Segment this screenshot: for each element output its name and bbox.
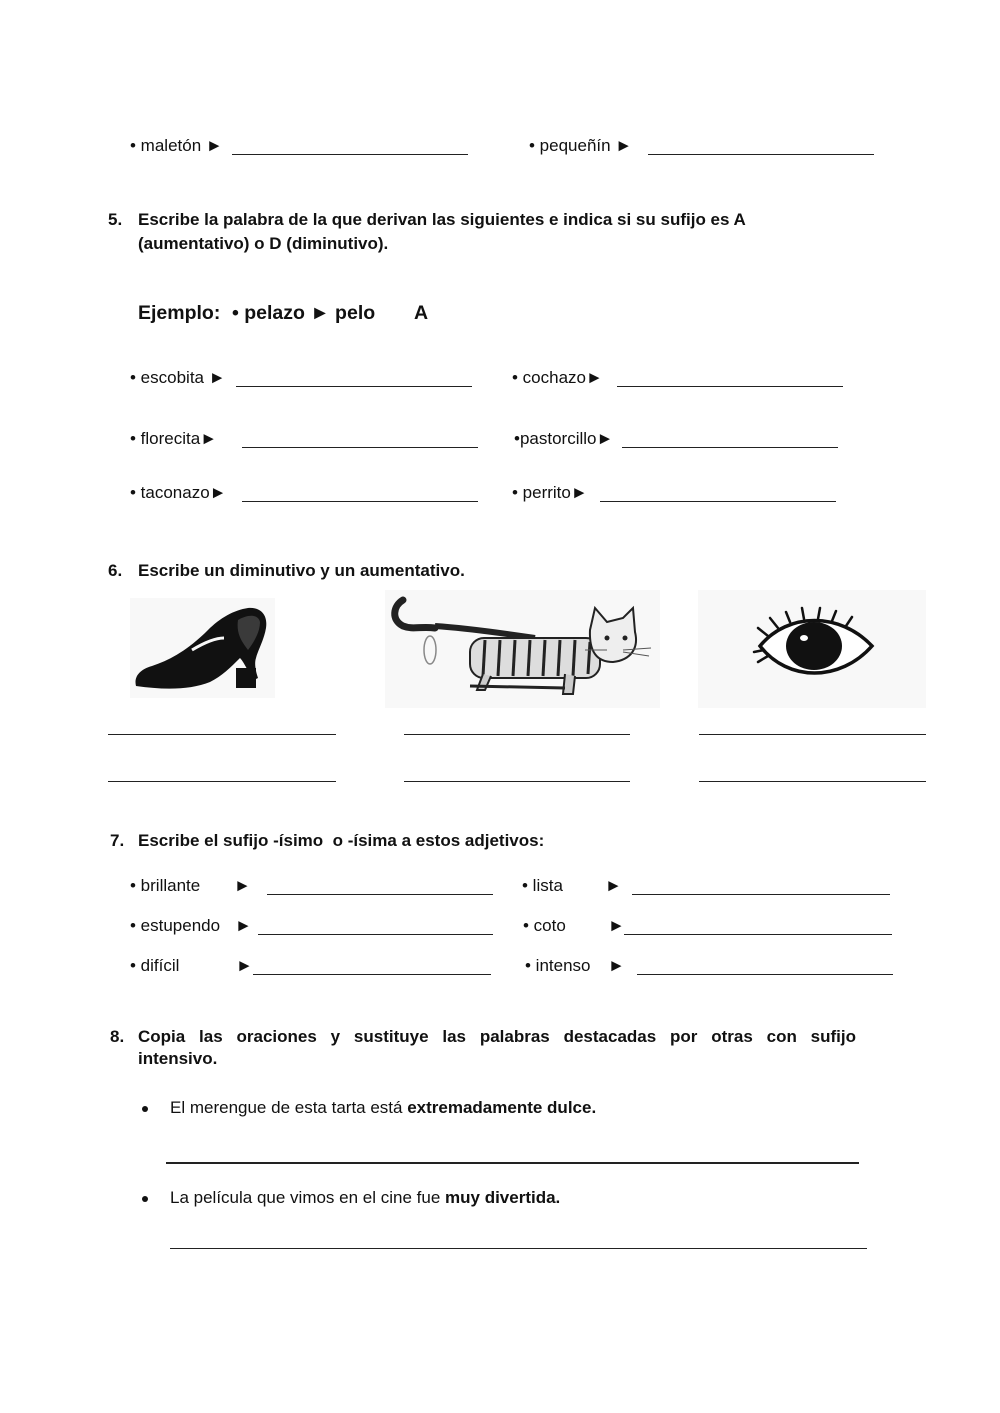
arrow-icon: ►	[236, 956, 253, 975]
answer-line[interactable]	[236, 386, 472, 387]
word-lista: • lista	[522, 876, 563, 895]
answer-line[interactable]	[699, 734, 926, 735]
example-answer: A	[414, 302, 429, 324]
sentence-2-text: La película que vimos en el cine fue	[170, 1188, 446, 1207]
arrow-icon: ►	[234, 876, 251, 895]
word-pequenin: • pequeñín ►	[529, 136, 633, 155]
example-label: Ejemplo:	[138, 302, 221, 324]
word-taconazo: • taconazo►	[130, 483, 227, 502]
question-8-line2: intensivo.	[138, 1049, 218, 1068]
sentence-2-highlight: muy divertida.	[445, 1188, 561, 1207]
question-5-line1: Escribe la palabra de la que derivan las siguientes e indica si su sufijo es A	[138, 210, 746, 229]
question-7-number: 7.	[110, 831, 125, 850]
shoe-image	[130, 598, 275, 698]
bullet	[142, 1196, 148, 1202]
example-word: • pelazo ► pelo	[232, 302, 376, 324]
answer-line[interactable]	[267, 894, 493, 895]
answer-line[interactable]	[242, 501, 478, 502]
word-intenso: • intenso	[525, 956, 591, 975]
question-8-line1: Copia las oraciones y sustituye las palabras destacadas por otras con sufijo	[138, 1027, 856, 1046]
question-5-line2: (aumentativo) o D (diminutivo).	[138, 234, 389, 253]
cat-icon	[385, 590, 660, 708]
answer-line[interactable]	[600, 501, 836, 502]
sentence-1-text: El merengue de esta tarta está	[170, 1098, 408, 1117]
word-maleton: • maletón ►	[130, 136, 223, 155]
shoe-icon	[130, 598, 275, 698]
answer-line[interactable]	[108, 781, 336, 782]
arrow-icon: ►	[608, 916, 625, 935]
answer-line[interactable]	[232, 154, 468, 155]
word-dificil: • difícil	[130, 956, 180, 975]
answer-line[interactable]	[632, 894, 890, 895]
word-perrito: • perrito►	[512, 483, 588, 502]
word-florecita: • florecita►	[130, 429, 218, 448]
answer-line[interactable]	[170, 1248, 867, 1249]
answer-line[interactable]	[166, 1162, 859, 1164]
sentence-1-highlight: extremadamente dulce.	[407, 1098, 597, 1117]
cat-image	[385, 590, 660, 708]
answer-line[interactable]	[699, 781, 926, 782]
answer-line[interactable]	[648, 154, 874, 155]
word-coto: • coto	[523, 916, 566, 935]
word-estupendo: • estupendo	[130, 916, 221, 935]
arrow-icon: ►	[235, 916, 252, 935]
question-6-number: 6.	[108, 561, 123, 580]
eye-image	[698, 590, 926, 708]
answer-line[interactable]	[253, 974, 491, 975]
sentence-1	[170, 1098, 596, 1118]
word-cochazo: • cochazo►	[512, 368, 603, 387]
answer-line[interactable]	[617, 386, 843, 387]
arrow-icon: ►	[605, 876, 622, 895]
eye-icon	[698, 590, 926, 708]
answer-line[interactable]	[242, 447, 478, 448]
answer-line[interactable]	[108, 734, 336, 735]
answer-line[interactable]	[404, 781, 630, 782]
answer-line[interactable]	[258, 934, 493, 935]
answer-line[interactable]	[624, 934, 892, 935]
answer-line[interactable]	[404, 734, 630, 735]
sentence-2	[170, 1188, 560, 1208]
word-escobita: • escobita ►	[130, 368, 226, 387]
word-brillante: • brillante	[130, 876, 201, 895]
question-6-title: Escribe un diminutivo y un aumentativo.	[138, 561, 465, 580]
question-8-number: 8.	[110, 1027, 125, 1046]
answer-line[interactable]	[622, 447, 838, 448]
arrow-icon: ►	[608, 956, 625, 975]
bullet	[142, 1106, 148, 1112]
answer-line[interactable]	[637, 974, 893, 975]
word-pastorcillo: •pastorcillo►	[514, 429, 614, 448]
question-5-number: 5.	[108, 210, 123, 229]
question-7-title: Escribe el sufijo -ísimo o -ísima a estos adjetivos:	[138, 831, 545, 850]
